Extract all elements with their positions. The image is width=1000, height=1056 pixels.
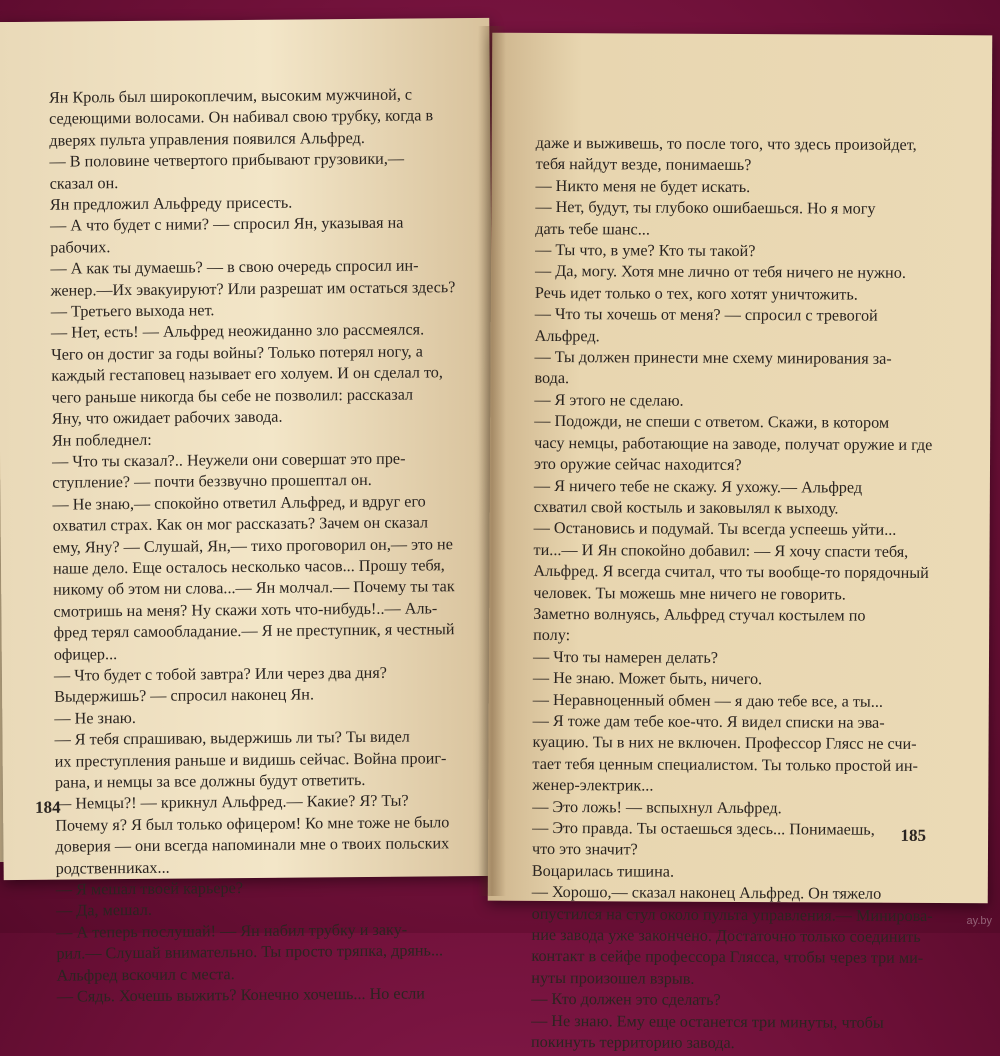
text-line: смотришь на меня? Ну скажи хоть что-нибудь!..— Аль- [53,599,438,621]
text-line: — Не знаю,— спокойно ответил Альфред, и вдруг его [52,492,426,514]
text-line: Чего он достиг за годы войны? Только потерял ногу, а [51,342,423,364]
text-line: чего раньше никогда бы себе не позволил: рассказал [51,385,414,407]
text-line: сказал он. [49,173,119,193]
text-line: дать тебе шанс... [535,219,650,239]
text-line: ние завода уже закончено. Достаточно только соединить [531,925,921,946]
text-line: Заметно волнуясь, Альфред стучал костылем по [533,604,866,625]
text-line: наше дело. Еще осталось несколько часов... Прошу тебя, [52,556,445,578]
text-line: — Никто меня не будет искать. [535,176,751,196]
text-line: — Что ты намерен делать? [532,647,718,667]
text-line: дверях пульта управления появился Альфред. [49,128,365,150]
text-line: доверия — они всегда напоминали мне о твоих польских [55,834,450,856]
text-line: Речь идет только о тех, кого хотят уничтожить. [534,283,858,304]
text-line: — Третьего выхода нет. [50,301,215,321]
text-line: — В половине четвертого прибывают грузовики,— [49,149,405,171]
text-line: Почему я? Я был только офицером! Ко мне тоже не было [55,813,450,835]
watermark-text: ay.by [966,915,992,927]
text-line: — А как ты думаешь? — в свою очередь спросил ин- [50,256,419,278]
text-line: нуты произошел взрыв. [531,968,695,988]
text-line: Яну, что ожидает рабочих завода. [51,407,283,428]
text-line: женер.—Их эвакуируют? Или разрешат им остаться здесь? [50,277,456,300]
text-line: женер-электрик... [532,776,654,795]
text-line: их преступления раньше и видишь сейчас. Война проиг- [54,748,447,771]
text-line: схватил свой костыль и заковылял к выходу. [533,497,839,518]
text-line: опустился на стул около пульта управления.— Минирова- [531,904,933,925]
text-line: — Нет, есть! — Альфред неожиданно зло рассмеялся. [50,320,425,343]
text-line: тебя найдут везде, понимаешь? [535,155,752,175]
text-line: часу немцы, работающие на заводе, получат оружие и где [534,433,933,454]
text-line: — Я тебя спрашиваю, выдержишь ли ты? Ты видел [54,727,410,749]
text-line: рил.— Слушай внимательно. Ты просто тряпка, дрянь... [56,941,444,963]
text-line: Ян Кроль был широкоплечим, высоким мужчиной, с [48,85,413,107]
text-line: — Сядь. Хочешь выжить? Конечно хочешь... Но если [56,984,425,1006]
text-line: покинуть территорию завода. [530,1032,735,1053]
text-line: — Кто должен это сделать? [531,990,721,1010]
text-line: — Да, мешал. [55,901,153,921]
text-line: каждый гестаповец называет его холуем. И он сделал то, [51,363,443,385]
text-line: — Ты что, в уме? Кто ты такой? [535,240,756,261]
right-page-text [531,133,952,1056]
text-line: — Я ничего тебе не скажу. Я ухожу.— Альфред [533,476,863,497]
text-line: Ян побледнел: [51,430,152,450]
text-line: — Остановись и подумай. Ты всегда успеешь уйти... [533,519,897,540]
text-line: — Что ты сказал?.. Неужели они совершат это пре- [52,449,406,471]
left-page-text [49,84,462,1008]
text-line: — Нет, будут, ты глубоко ошибаешься. Но я могу [535,198,876,218]
text-line: тает тебя ценным специалистом. Ты только простой ин- [532,754,918,775]
text-line: ти...— И Ян спокойно добавил: — Я хочу спасти тебя, [533,540,909,561]
text-line: охватил страх. Как он мог рассказать? Зачем он сказал [52,513,429,535]
text-line: ступление? — почти беззвучно прошептал он. [52,471,372,493]
text-line: полу: [533,626,571,645]
text-line: рабочих. [50,238,111,257]
text-line: куацию. Ты в них не включен. Профессор Глясс не счи- [532,733,917,754]
text-line: вода. [534,369,570,388]
text-line: — Я мешал твоей карьере? [55,879,244,899]
text-line: Выдержишь? — спросил наконец Ян. [54,685,315,707]
text-line: — Что ты хочешь от меня? — спросил с тревогой [534,305,878,325]
text-line: рана, и немцы за все должны будут ответить. [54,770,366,792]
text-line: — Не знаю. [54,708,136,728]
text-line: — Это правда. Ты остаешься здесь... Понимаешь, [532,818,875,839]
text-line: фред терял самообладание.— Я не преступник, я честный [53,620,455,642]
text-line: — Ты должен принести мне схему минирования за- [534,347,892,368]
text-line: — Не знаю. Может быть, ничего. [532,669,763,689]
text-line: офицер... [53,644,118,664]
text-line: что это значит? [531,840,638,859]
text-line: — Подожди, не спеши с ответом. Скажи, в котором [534,412,890,433]
text-line: это оружие сейчас находится? [533,455,742,475]
left-page [0,18,497,1006]
text-line: Альфред вскочил с места. [56,964,235,985]
text-line: — Я этого не сделаю. [534,390,684,410]
text-line: человек. Ты можешь мне ничего не говорить. [533,583,846,604]
text-line: — Не знаю. Ему еще останется три минуты, чтобы [531,1011,884,1032]
text-line: Воцарилась тишина. [531,861,675,881]
left-page-number: 184 [35,797,61,817]
text-line: Альфред. Я всегда считал, что ты вообще-то порядочный [533,562,929,583]
text-line: — А что будет с ними? — спросил Ян, указывая на [49,214,404,236]
text-line: седеющими волосами. Он набивал свою трубку, когда в [49,106,434,129]
text-line: ему, Яну? — Слушай, Ян,— тихо проговорил он,— это не [52,534,453,557]
text-line: — Хорошо,— сказал наконец Альфред. Он тяжело [531,883,882,903]
text-line: — Я тоже дам тебе кое-что. Я видел списки на эва- [532,711,885,732]
text-line: Ян предложил Альфреду присесть. [49,193,293,214]
text-line: никому об этом ни слова...— Ян молчал.— Почему ты так [53,577,455,600]
text-line: — А теперь послушай! — Ян набил трубку и заку- [56,920,408,942]
text-line: — Что будет с тобой завтра? Или через два дня? [53,663,388,685]
text-line: даже и выживешь, то после того, что здесь произойдет, [535,133,917,154]
text-line: Альфред. [534,326,600,345]
text-line: родственниках... [55,858,170,878]
right-page-number: 185 [900,825,927,845]
text-line: — Это ложь! — вспыхнул Альфред. [532,797,782,817]
text-line: — Да, могу. Хотя мне лично от тебя ничего не нужно. [534,262,906,283]
text-line: — Неравноценный обмен — я даю тебе все, а ты... [532,690,884,711]
text-line: — Немцы?! — крикнул Альфред.— Какие? Я? Ты? [55,792,409,814]
text-line: контакт в сейфе профессора Глясса, чтобы через три ми- [531,947,924,968]
